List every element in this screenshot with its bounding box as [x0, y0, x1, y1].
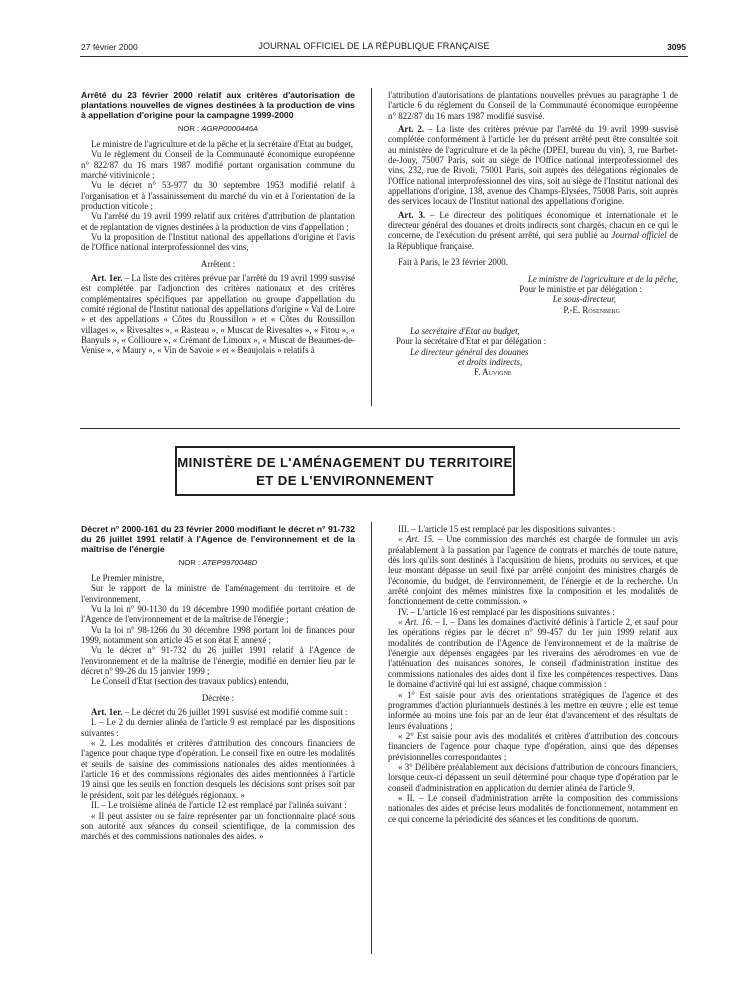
sig1-name: P.-E. Rosenberg — [563, 304, 620, 315]
section-rule — [80, 428, 680, 429]
art1-label: Art. 1er. — [91, 273, 123, 284]
art3-journal: Journal officiel — [611, 230, 667, 241]
arrete-article-2 — [388, 124, 678, 207]
decret-iv: IV. – L'article 16 est remplacé par les dispositions suivantes : — [398, 606, 615, 617]
decret-intro-5: Le Conseil d'Etat (section des travaux publics) entendu, — [91, 676, 289, 687]
art15-text: – Une commission des marchés est chargée de formuler un avis préalablement à la passation par l'agence de contrats et marchés de toute nature, dès lors qu'ils sont destinés à l'acquisition de biens, produits ou services, et que leur montant dépasse un seuil fixé par arrêté conjoint des ministres chargés de l'économie, du budget, de l'environnement, de l'énergie et de la recherche. Un arrêté conjoint des mêmes ministres fixe la composition et les modalités de fonctionnement de cette commission. » — [388, 534, 678, 607]
decret-left-column — [81, 524, 355, 842]
decret-art1-text: – Le décret du 26 juillet 1991 susvisé est modifié comme suit : — [122, 707, 348, 718]
fait-a-paris: Fait à Paris, le 23 février 2000. — [398, 257, 508, 268]
sig2-sub-1: Le directeur général des douanes — [410, 346, 529, 357]
decret-item-2: « 3° Délibère préalablement aux décisions d'attribution de concours financiers, lorsque ceux-ci dépassent un seuil déterminé pour chaque type d'opération par le conseil d'administration en application du dernier alinéa de l'article 9. — [388, 761, 678, 793]
decret-para-2: II. – Le troisième alinéa de l'article 12 est remplacé par l'alinéa suivant : — [91, 800, 347, 811]
arrete-title: Arrêté du 23 février 2000 relatif aux critères d'autorisation de plantations nouvelles de vignes destinées à la production de vins à appellation d'origine pour la campagne 1999-2000 — [81, 90, 355, 121]
decret-intro-3: Vu la loi n° 98-1266 du 30 décembre 1998 portant loi de finances pour 1999, notamment son article 45 et son état E annexé ; — [81, 624, 355, 646]
arrete-intro-1: Vu le règlement du Conseil de la Communauté économique européenne n° 822/87 du 16 mars 1987 modifié portant organisation commune du marché vitivinicole ; — [81, 149, 355, 180]
nor-label: NOR : — [178, 557, 201, 567]
decret-item-1: « 2° Est saisie pour avis des modalités et critères d'attribution des concours financiers de l'agence pour chaque type d'opération, ainsi que des dépenses prévisionnelles correspondantes ; — [388, 730, 678, 762]
header-date: 27 février 2000 — [81, 42, 138, 52]
decret-art1-label: Art. 1er. — [91, 707, 123, 718]
art3-label: Art. 3. — [398, 209, 426, 220]
sig1-delegation: Pour le ministre et par délégation : — [519, 283, 642, 294]
decret-intro-0: Le Premier ministre, — [91, 572, 165, 583]
header-title: JOURNAL OFFICIEL DE LA RÉPUBLIQUE FRANÇAISE — [258, 41, 490, 51]
decret-intro-1: Sur le rapport de la ministre de l'aménagement du territoire et de l'environnement, — [81, 583, 355, 604]
page-header — [0, 0, 748, 56]
arrete-article-1 — [81, 273, 355, 356]
decret-art16 — [388, 617, 678, 689]
decret-item-3: « II. – Le conseil d'administration arrête la composition des commissions nationales des aides et précise leurs modalités de fonctionnement, notamment en ce qui concerne la périodicité des séances et les conditions de quorum. — [388, 792, 678, 824]
arrete-intro-0: Le ministre de l'agriculture et de la pêche et la secrétaire d'Etat au budget, — [91, 138, 353, 149]
arrete-article-3 — [388, 210, 678, 251]
nor-label: NOR : — [177, 123, 200, 133]
sig2-delegation: Pour la secrétaire d'Etat et par délégation : — [396, 336, 547, 347]
nor-code: ATEP9970048D — [202, 557, 258, 567]
decret-nor — [81, 558, 355, 568]
art16-label: « Art. 16. — [398, 617, 433, 628]
decret-intro-4: Vu le décret n° 91-732 du 26 juillet 1991 relatif à l'Agence de l'environnement et de la maîtrise de l'énergie, modifié en dernier lieu par le décret n° 99-26 du 15 janvier 1999 ; — [81, 645, 355, 677]
decret-iii: III. – L'article 15 est remplacé par les dispositions suivantes : — [398, 524, 616, 534]
arrete-left-column — [81, 90, 355, 356]
sig1-sub: Le sous-directeur, — [552, 294, 616, 305]
arrete-continuation: l'attribution d'autorisations de plantations nouvelles prévues au paragraphe 1 de l'article 6 du règlement du Conseil de la Communauté économique européenne n° 822/87 du 16 mars 1987 modifié susvisé. — [388, 90, 678, 121]
art1-text: – La liste des critères prévue par l'arrêté du 19 avril 1999 susvisé est complétée par l'adjonction des critères nationaux et des critères complémentaires spécifiques par appellation ou groupe d'appellation du comité régional de l'Institut national des appellations d'origine « Val de Loire » et des appellations « Côtes du Roussillon » et « Côtes du Roussillon villages », « Rivesaltes », « Rasteau », « Muscat de Rivesaltes », « Fitou », « Banyuls », « Collioure », « Crémant de Limoux », « Muscat de Beaumes-de-Venise », « Maury », « Vin de Savoie » et « Beaujolais » relatifs à — [81, 273, 355, 356]
ministry-heading-box — [175, 446, 515, 496]
column-divider-top — [371, 88, 372, 406]
arrete-intro-4: Vu la proposition de l'Institut national des appellations d'origine et l'avis de l'Office national interprofessionnel des vins, — [81, 232, 355, 253]
sig2-name: F. Auvigne — [474, 367, 512, 378]
art15-label: « Art. 15. — [398, 534, 435, 545]
ministry-line-1: MINISTÈRE DE L'AMÉNAGEMENT DU TERRITOIRE — [177, 455, 513, 470]
arrete-right-column — [388, 90, 678, 378]
column-divider-bottom — [371, 522, 372, 954]
sig2-role: La secrétaire d'Etat au budget, — [410, 325, 520, 336]
decret-intro-2: Vu la loi n° 90-1130 du 19 décembre 1990 modifiée portant création de l'Agence de l'environnement et de la maîtrise de l'énergie ; — [81, 603, 355, 625]
decret-para-0: I. – Le 2 du dernier alinéa de l'article 9 est remplacé par les dispositions suivantes : — [81, 717, 355, 738]
sig2-sub-2: et droits indirects, — [458, 356, 523, 367]
art3-text-b: de la République française. — [388, 230, 678, 251]
ministry-line-2: ET DE L'ENVIRONNEMENT — [256, 473, 434, 488]
decret-right-column — [388, 524, 678, 824]
decret-art15 — [388, 534, 678, 606]
art16-text: – I. – Dans les domaines d'activité définis à l'article 2, et sauf pour les opérations régies par le décret n° 99-457 du 1er juin 1999 relatif aux modalités de contribution de l'Agence de l'environnement et de la maîtrise de l'énergie aux dépenses engagées par les riverains des aérodromes en vue de l'atténuation des nuisances sonores, le conseil d'administration institue des commissions nationales des aides dont il fixe les compétences respectives. Dans le domaine d'activité qui lui est assigné, chaque commission : — [388, 617, 678, 690]
decret-para-1: « 2. Les modalités et critères d'attribution des concours financiers de l'agence pour chaque type d'opération. Le conseil fixe en outre les modalités et seuils de saisine des commissions nationales des aides mentionnées à l'article 16 et des commissions régionales des aides mentionnées à l'article 19 ainsi que les seuils en fonction desquels les décisions sont prises soit par le président, soit par les délégués régionaux. » — [81, 738, 355, 800]
art2-text: – La liste des critères prévue par l'arrêté du 19 avril 1999 susvisé complétée conformément à l'article 1er du présent arrêté peut être consultée soit au ministère de l'agriculture et de la pêche (DPEI, bureau du vin), 3, rue Barbet-de-Jouy, 75007 Paris, soit au siège de l'Office national interprofessionnel des vins, 232, rue de Rivoli, 75001 Paris, soit auprès des délégations régionales de l'Office national interprofessionnel des vins, soit au siège de l'Institut national des appellations d'origine, 138, avenue des Champs-Elysées, 75008 Paris, soit auprès des services locaux de l'Institut national des appellations d'origine. — [388, 124, 678, 207]
decrete-heading: Décrète : — [201, 692, 235, 703]
art3-text-a: – Le directeur des politiques économique et internationale et le directeur général des douanes et droits indirects sont chargés, chacun en ce qui le concerne, de l'exécution du présent arrêté, qui sera publié au — [388, 209, 678, 241]
decret-para-3: « Il peut assister ou se faire représenter par un fonctionnaire placé sous son autorité aux séances du conseil scientifique, de la commission des marchés et des commissions nationales des aides. » — [81, 810, 355, 842]
nor-code: AGRP0000446A — [201, 123, 259, 133]
arrete-intro-2: Vu le décret n° 53-977 du 30 septembre 1953 modifié relatif à l'organisation et à l'assainissement du marché du vin et à l'orientation de la production viticole ; — [81, 180, 355, 212]
decret-item-0: « 1° Est saisie pour avis des orientations stratégiques de l'agence et des programmes d'action pluriannuels destinés à les mettre en œuvre ; elle est tenue informée au moins une fois par an de leur état d'avancement et des résultats de leurs évaluations ; — [388, 689, 678, 731]
page-number: 3095 — [667, 42, 686, 52]
decret-title: Décret n° 2000-161 du 23 février 2000 modifiant le décret n° 91-732 du 26 juillet 1991 relatif à l'Agence de l'environnement et de la maîtrise de l'énergie — [81, 524, 355, 555]
art2-label: Art. 2. — [398, 124, 425, 135]
signature-block-2 — [388, 326, 678, 378]
arretent-heading: Arrêtent : — [200, 258, 236, 269]
header-rule — [80, 56, 688, 57]
arrete-intro-3: Vu l'arrêté du 19 avril 1999 relatif aux critères d'attribution de plantation et de replantation de vignes destinées à la production de vins d'appellation ; — [81, 211, 355, 232]
arrete-nor — [81, 124, 355, 134]
decret-article-1 — [81, 707, 355, 717]
signature-block-1 — [388, 274, 678, 315]
sig1-role: Le ministre de l'agriculture et de la pêche, — [527, 273, 678, 284]
